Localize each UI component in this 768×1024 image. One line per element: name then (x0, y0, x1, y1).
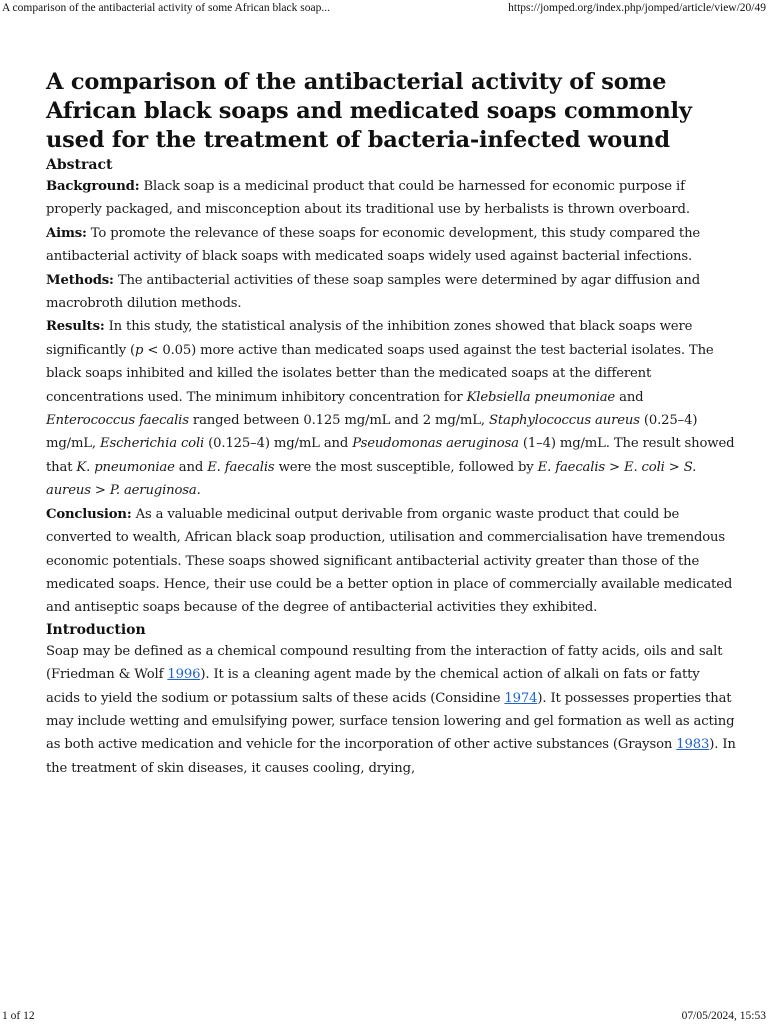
results-text: < 0.05) more active than medicated soaps used against the test bacterial isolates. The black soaps inhibited and killed the isolates better than the medicated soaps at the different concentrations used. The minimum inhibitory concentration for (46, 342, 714, 405)
results-text: > (605, 459, 624, 475)
print-url: https://jomped.org/index.php/jomped/article/view/20/49 (508, 2, 766, 14)
conclusion-label: Conclusion: (46, 506, 132, 522)
results-text: In this study, the statistical analysis of the inhibition zones showed that black soaps were significantly ( (46, 319, 693, 358)
page-count: 1 of 12 (2, 1010, 35, 1022)
results-text: and (174, 459, 208, 475)
results-italic: E. coli (624, 459, 665, 475)
conclusion-text: As a valuable medicinal output derivable from organic waste product that could be converted to wealth, African black soap production, utilisation and commercialisation have tremendous economic potentials. These soaps showed significant antibacterial activity greater than those of the medicated soaps. Hence, their use could be a better option in place of commercially available medicated and antiseptic soaps because of the degree of antibacterial activities they exhibited. (46, 506, 733, 616)
results-label: Results: (46, 319, 105, 335)
results-italic: S. aureus (46, 459, 697, 499)
results-italic: Pseudomonas aeruginosa (352, 436, 519, 452)
results-text: . (196, 483, 201, 499)
introduction-text: ). In the treatment of skin diseases, it causes cooling, drying, (46, 737, 736, 776)
results-italic: E. faecalis (207, 459, 275, 475)
abstract-background (46, 175, 736, 222)
print-header (0, 2, 768, 18)
introduction-text: ). It possesses properties that may include wetting and emulsifying power, surface tension lowering and gel formation as well as acting as both active medication and vehicle for the incorporation of other active substances (Grayson (46, 690, 735, 753)
results-italic: Enterococcus faecalis (46, 413, 189, 429)
results-text: > (90, 483, 110, 499)
introduction-heading: Introduction (46, 621, 146, 638)
citation-link-friedman-wolf[interactable]: 1996 (167, 667, 201, 683)
print-timestamp: 07/05/2024, 15:53 (681, 1010, 766, 1022)
abstract-results (46, 315, 736, 502)
abstract-methods (46, 269, 736, 316)
aims-text: To promote the relevance of these soaps for economic development, this study compared the antibacterial activity of black soaps with medicated soaps widely used against bacterial infections. (46, 225, 701, 265)
results-italic: Klebsiella pneumoniae (466, 389, 616, 405)
results-text: (0.125–4) mg/mL and (204, 436, 353, 452)
background-text: Black soap is a medicinal product that could be harnessed for economic purpose if properly packaged, and misconception about its traditional use by herbalists is thrown overboard. (46, 179, 690, 218)
results-text: ranged between 0.125 mg/mL and 2 mg/mL, (188, 413, 489, 429)
results-italic: K. pneumoniae (76, 459, 175, 475)
results-text: > (664, 459, 684, 475)
results-italic: P. aeruginosa (109, 483, 197, 499)
article (46, 68, 736, 780)
results-italic: Staphylococcus aureus (488, 413, 640, 429)
article-title: A comparison of the antibacterial activity of some African black soaps and medicated soaps commonly used for the treatment of bacteria-infected wound (46, 69, 692, 153)
results-text: (0.25–4) mg/mL, (46, 413, 698, 452)
results-italic: Escherichia coli (100, 436, 205, 452)
print-footer (0, 1008, 768, 1022)
print-page-title: A comparison of the antibacterial activity of some African black soap... (2, 2, 330, 14)
aims-label: Aims: (46, 225, 87, 241)
introduction-text: ). It is a cleaning agent made by the chemical action of alkali on fats or fatty acids to yield the sodium or potassium salts of these acids (Considine (46, 667, 700, 706)
results-text: were the most susceptible, followed by (274, 459, 538, 475)
results-italic: p (135, 342, 144, 358)
abstract-heading: Abstract (46, 157, 113, 173)
citation-link-grayson[interactable]: 1983 (676, 737, 710, 753)
abstract-aims (46, 222, 736, 269)
citation-link-considine[interactable]: 1974 (504, 690, 538, 706)
background-label: Background: (46, 179, 140, 194)
results-text: and (615, 389, 644, 405)
results-text: (1–4) mg/mL. The result showed that (46, 436, 735, 475)
introduction-text: Soap may be defined as a chemical compound resulting from the interaction of fatty acids, oils and salt (Friedman & Wolf (46, 643, 723, 683)
results-italic: E. faecalis (537, 459, 606, 475)
introduction-paragraph (46, 640, 736, 780)
abstract-conclusion (46, 503, 736, 620)
methods-text: The antibacterial activities of these soap samples were determined by agar diffusion and macrobroth dilution methods. (46, 272, 700, 312)
methods-label: Methods: (46, 272, 114, 288)
